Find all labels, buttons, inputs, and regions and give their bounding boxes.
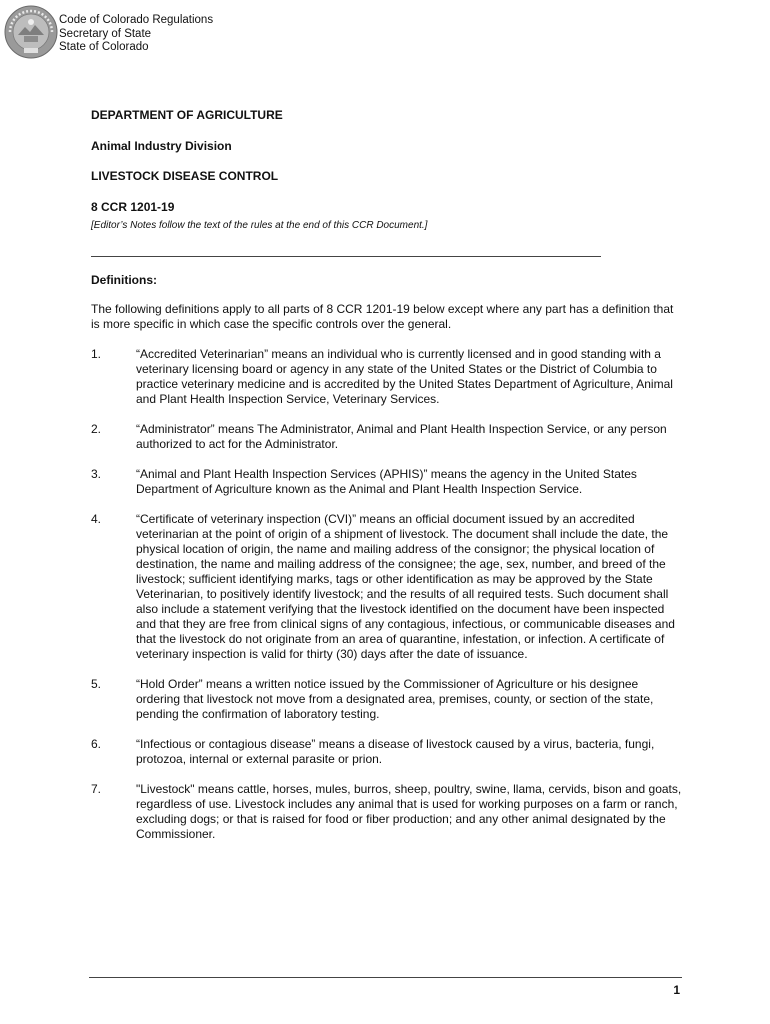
definition-item [91, 782, 683, 842]
definition-number: 6. [91, 737, 102, 751]
definition-item [91, 512, 683, 662]
definition-number: 1. [91, 347, 102, 361]
ccr-number: 8 CCR 1201-19 [91, 200, 175, 214]
definition-text: "Livestock" means cattle, horses, mules, burros, sheep, poultry, swine, llama, cervids, bison and goats, regardless of use. Livestock includes any animal that is used for working purposes on a farm or ranch, excluding dogs; or that is raised for food or fiber production; and any other animal designated by the Commissioner. [136, 782, 682, 841]
definition-text: “Accredited Veterinarian” means an individual who is currently licensed and in good standing with a veterinary licensing board or agency in any state of the United States or the District of Columbia to practice veterinary medicine and is accredited by the United States Department of Agriculture, Animal and Plant Health Inspection Service, Veterinary Services. [136, 347, 673, 406]
definition-number: 4. [91, 512, 102, 526]
page-number: 1 [673, 983, 680, 997]
definition-text: “Certificate of veterinary inspection (CVI)” means an official document issued by an accredited veterinarian at the point of origin of a shipment of livestock. The document shall include the date, the physical location of origin, the name and mailing address of the consignor; the physical location of destination, the name and mailing address of the consignee; the age, sex, number, and breed of the livestock; sufficient identifying marks, tags or other identification as may be approved by the State Veterinarian, to positively identify livestock; and the results of all required tests. Such document shall also include a statement verifying that the livestock identified on the document have been inspected and that they are free from clinical signs of any contagious, infectious, or communicable diseases and that the livestock do not originate from an area of quarantine, infestation, or infection. A certificate of veterinary inspection is valid for thirty (30) days after the date of issuance. [136, 512, 675, 661]
header-line-3: State of Colorado [59, 41, 149, 54]
definition-number: 2. [91, 422, 102, 436]
definitions-list [91, 347, 683, 842]
definition-item [91, 677, 683, 722]
section-divider [91, 256, 601, 257]
footer-divider [89, 977, 682, 978]
definition-text: “Animal and Plant Health Inspection Services (APHIS)” means the agency in the United States Department of Agriculture known as the Animal and Plant Health Inspection Service. [136, 467, 637, 496]
definitions-intro: The following definitions apply to all parts of 8 CCR 1201-19 below except where any part has a definition that is more specific in which case the specific controls over the general. [91, 302, 674, 331]
editor-note: [Editor’s Notes follow the text of the rules at the end of this CCR Document.] [91, 220, 428, 231]
division-title: Animal Industry Division [91, 139, 232, 153]
definition-text: “Administrator” means The Administrator, Animal and Plant Health Inspection Service, or any person authorized to act for the Administrator. [136, 422, 667, 451]
definition-item [91, 467, 683, 497]
definition-number: 5. [91, 677, 102, 691]
header-line-1: Code of Colorado Regulations [59, 14, 214, 26]
definition-item [91, 422, 683, 452]
definition-number: 3. [91, 467, 102, 481]
definition-text: “Hold Order” means a written notice issued by the Commissioner of Agriculture or his designee ordering that livestock not move from a designated area, premises, county, or section of the state, pending the confirmation of laboratory testing. [136, 677, 654, 721]
header-line-2: Secretary of State [59, 27, 152, 40]
section-title: LIVESTOCK DISEASE CONTROL [91, 169, 279, 183]
definition-text: “Infectious or contagious disease” means a disease of livestock caused by a virus, bacteria, fungi, protozoa, internal or external parasite or prion. [136, 737, 655, 766]
department-title: DEPARTMENT OF AGRICULTURE [91, 108, 283, 122]
definition-item [91, 737, 683, 767]
document-body [91, 108, 683, 842]
definition-number: 7. [91, 782, 102, 796]
colorado-seal-icon [4, 5, 58, 59]
definitions-heading: Definitions: [91, 273, 157, 287]
regulation-header [59, 14, 213, 55]
definition-item [91, 347, 683, 407]
